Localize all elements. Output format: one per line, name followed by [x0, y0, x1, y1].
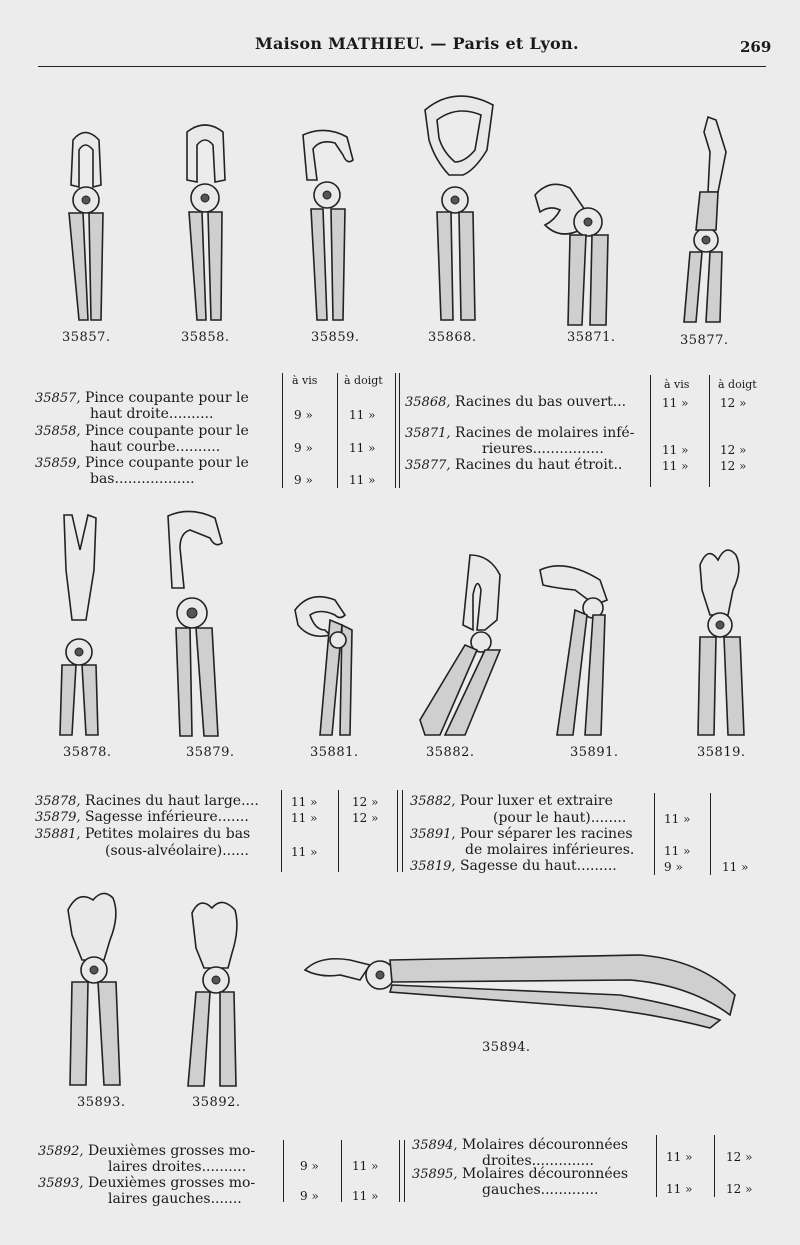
- forceps-35868-illustration: [415, 90, 500, 325]
- item-description-cont: de molaires inférieures.: [465, 842, 635, 858]
- figure-code: 35882.: [426, 745, 475, 760]
- item-description: Pour luxer et extraire: [459, 793, 613, 809]
- table-rule: [281, 790, 282, 872]
- item-description: Racines du bas ouvert...: [454, 394, 627, 410]
- forceps-35894-illustration: [300, 940, 740, 1030]
- list-item: [410, 858, 617, 875]
- figure-code: 35878.: [63, 745, 112, 760]
- item-description: Petites molaires du bas: [84, 826, 251, 842]
- item-number: 35892,: [38, 1144, 84, 1159]
- list-item: [35, 809, 249, 826]
- item-number: 35891,: [410, 827, 456, 842]
- price-screw: 11 »: [662, 443, 689, 457]
- price-screw: 9 »: [300, 1189, 319, 1203]
- table-rule: [282, 373, 283, 488]
- item-description: Molaires découronnées: [461, 1166, 629, 1182]
- table-rule: [656, 1135, 657, 1197]
- forceps-35892-illustration: [180, 898, 250, 1090]
- figure-code: 35892.: [192, 1095, 241, 1110]
- item-description: Sagesse inférieure.......: [84, 809, 249, 825]
- item-number: 35894,: [412, 1138, 458, 1153]
- price-screw: 11 »: [664, 844, 691, 858]
- item-number: 35819,: [410, 859, 456, 874]
- price-screw: 11 »: [666, 1182, 693, 1196]
- column-header-finger: à doigt: [718, 378, 757, 391]
- figure-code: 35819.: [697, 745, 746, 760]
- price-screw: 11 »: [664, 812, 691, 826]
- figure-code: 35857.: [62, 330, 111, 345]
- price-finger: 11 »: [722, 860, 749, 874]
- list-item: [38, 1175, 255, 1192]
- table-rule: [650, 375, 651, 487]
- price-finger: 11 »: [352, 1189, 379, 1203]
- table-rule: [338, 790, 339, 872]
- item-description-cont: gauches.............: [482, 1182, 599, 1198]
- list-item: [405, 425, 634, 442]
- price-finger: 11 »: [349, 473, 376, 487]
- item-description: Deuxièmes grosses mo-: [87, 1175, 256, 1191]
- list-item: [405, 394, 626, 411]
- price-screw: 9 »: [294, 441, 313, 455]
- price-screw: 11 »: [662, 459, 689, 473]
- item-description: Pince coupante pour le: [84, 423, 249, 439]
- list-item: [35, 826, 250, 843]
- figure-code: 35894.: [482, 1040, 531, 1055]
- table-rule: [402, 790, 403, 872]
- item-number: 35882,: [410, 794, 456, 809]
- item-number: 35859,: [35, 456, 81, 471]
- price-screw: 9 »: [294, 408, 313, 422]
- item-number: 35857,: [35, 391, 81, 406]
- list-item: [410, 793, 613, 810]
- table-rule: [283, 1140, 284, 1202]
- item-description: Pince coupante pour le: [84, 390, 249, 406]
- item-description-cont: laires gauches.......: [108, 1191, 242, 1207]
- item-description: Racines du haut large....: [84, 793, 259, 809]
- price-finger: 12 »: [720, 443, 747, 457]
- item-description: Racines de molaires infé-: [454, 425, 635, 441]
- price-screw: 11 »: [291, 811, 318, 825]
- figure-code: 35877.: [680, 333, 729, 348]
- column-header-screw: à vis: [292, 374, 318, 387]
- price-finger: 12 »: [726, 1182, 753, 1196]
- price-screw: 11 »: [291, 845, 318, 859]
- forceps-35878-illustration: [50, 510, 110, 740]
- item-number: 35868,: [405, 395, 451, 410]
- price-finger: 11 »: [349, 441, 376, 455]
- item-description: Sagesse du haut.........: [459, 858, 617, 874]
- item-number: 35895,: [412, 1167, 458, 1182]
- item-number: 35877,: [405, 458, 451, 473]
- price-screw: 11 »: [662, 396, 689, 410]
- forceps-35882-illustration: [415, 550, 510, 740]
- table-rule: [710, 793, 711, 875]
- price-screw: 9 »: [294, 473, 313, 487]
- item-description-cont: bas..................: [90, 471, 195, 487]
- item-description-cont: haut courbe..........: [90, 439, 221, 455]
- figure-code: 35893.: [77, 1095, 126, 1110]
- column-header-screw: à vis: [664, 378, 690, 391]
- header-rule: [38, 66, 766, 67]
- price-screw: 11 »: [666, 1150, 693, 1164]
- figure-code: 35881.: [310, 745, 359, 760]
- table-rule: [395, 373, 396, 488]
- figure-code: 35891.: [570, 745, 619, 760]
- item-description-cont: laires droites..........: [108, 1159, 247, 1175]
- item-description-cont: droites..............: [482, 1153, 594, 1169]
- price-finger: 12 »: [720, 396, 747, 410]
- forceps-35859-illustration: [295, 125, 365, 325]
- price-screw: 9 »: [300, 1159, 319, 1173]
- forceps-35891-illustration: [535, 560, 615, 740]
- item-description: Pince coupante pour le: [84, 455, 249, 471]
- figure-code: 35871.: [567, 330, 616, 345]
- list-item: [38, 1143, 255, 1160]
- item-description-cont: (sous-alvéolaire)......: [105, 843, 249, 859]
- list-item: [35, 390, 275, 407]
- item-description: Pour séparer les racines: [459, 826, 633, 842]
- price-screw: 9 »: [664, 860, 683, 874]
- item-description: Deuxièmes grosses mo-: [87, 1143, 256, 1159]
- forceps-35881-illustration: [290, 590, 360, 740]
- page-header-title: Maison MATHIEU. — Paris et Lyon.: [255, 34, 579, 53]
- item-number: 35871,: [405, 426, 451, 441]
- item-number: 35881,: [35, 827, 81, 842]
- item-number: 35858,: [35, 424, 81, 439]
- price-finger: 11 »: [352, 1159, 379, 1173]
- figure-code: 35868.: [428, 330, 477, 345]
- forceps-35858-illustration: [175, 120, 235, 325]
- item-number: 35879,: [35, 810, 81, 825]
- forceps-35871-illustration: [530, 180, 615, 330]
- table-rule: [399, 373, 400, 488]
- list-item: [412, 1137, 628, 1154]
- item-description: Racines du haut étroit..: [454, 457, 623, 473]
- list-item: [405, 457, 622, 474]
- table-rule: [399, 1140, 400, 1202]
- list-item: [35, 423, 249, 440]
- list-item: [410, 826, 633, 843]
- page-number: 269: [740, 38, 772, 56]
- figure-code: 35879.: [186, 745, 235, 760]
- forceps-35879-illustration: [160, 508, 235, 740]
- price-finger: 11 »: [349, 408, 376, 422]
- table-rule: [397, 790, 398, 872]
- item-description-cont: (pour le haut)........: [493, 810, 627, 826]
- list-item: [35, 455, 249, 472]
- forceps-35893-illustration: [58, 890, 133, 1090]
- table-rule: [654, 793, 655, 875]
- price-finger: 12 »: [720, 459, 747, 473]
- item-description-cont: rieures................: [482, 441, 604, 457]
- forceps-35877-illustration: [670, 112, 740, 327]
- table-rule: [404, 1140, 405, 1202]
- list-item: [35, 793, 259, 810]
- list-item: [412, 1166, 628, 1183]
- price-screw: 11 »: [291, 795, 318, 809]
- figure-code: 35859.: [311, 330, 360, 345]
- price-finger: 12 »: [726, 1150, 753, 1164]
- price-finger: 12 »: [352, 811, 379, 825]
- forceps-35857-illustration: [55, 125, 115, 325]
- table-rule: [341, 1140, 342, 1202]
- table-rule: [709, 375, 710, 487]
- item-number: 35878,: [35, 794, 81, 809]
- price-finger: 12 »: [352, 795, 379, 809]
- item-number: 35893,: [38, 1176, 84, 1191]
- item-description: Molaires découronnées: [461, 1137, 629, 1153]
- figure-code: 35858.: [181, 330, 230, 345]
- table-rule: [714, 1135, 715, 1197]
- item-description-cont: haut droite..........: [90, 406, 214, 422]
- forceps-35819-illustration: [688, 545, 753, 740]
- column-header-finger: à doigt: [344, 374, 383, 387]
- table-rule: [337, 373, 338, 488]
